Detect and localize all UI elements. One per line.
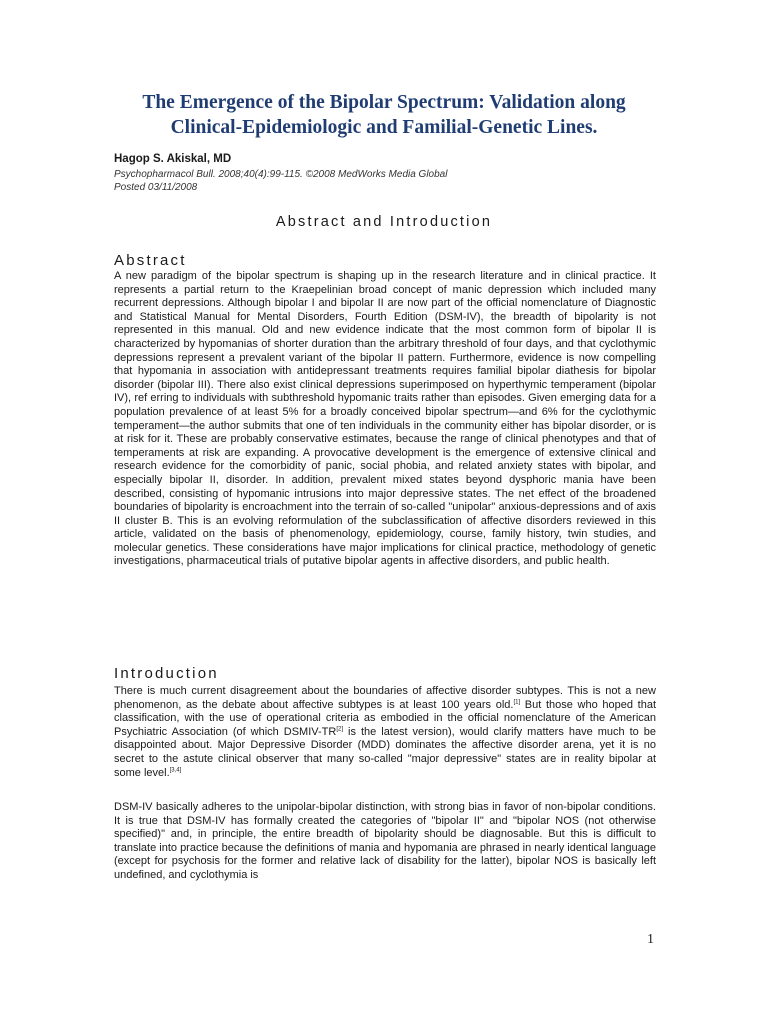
intro-text-b: But those who hoped that classification, with the use of operational criteria as embodied in the official nomenclature of the American Psychiatric Association (of which DSMIV-TR — [114, 698, 656, 738]
reference-2: [2] — [336, 726, 344, 733]
section-heading: Abstract and Introduction — [275, 214, 493, 230]
article-meta — [114, 151, 654, 194]
citation: Psychopharmacol Bull. 2008;40(4):99-115. ©2008 MedWorks Media Global — [114, 169, 448, 180]
introduction-paragraph-2: DSM-IV basically adheres to the unipolar-bipolar distinction, with strong bias in favor of non-bipolar conditions. It is true that DSM-IV has formally created the categories of "bipolar II" and "bipolar NOS (not otherwise specified)" and, in principle, the entire breadth of bipolarity should be diagnosable. But this is difficult to translate into practice because the definitions of mania and hypomania are phrased in nearly identical language (except for psychosis for the former and relative lack of disability for the latter), bipolar NOS is basically left undefined, and cyclothymia is — [114, 801, 656, 881]
page-number: 1 — [647, 932, 654, 947]
title-line-1: The Emergence of the Bipolar Spectrum: Validation along — [142, 92, 626, 113]
intro-text-a: There is much current disagreement about the boundaries of affective disorder subtypes. This is not a new phenomenon, as the debate about affective subtypes is at least 100 years old. — [114, 685, 656, 711]
reference-3-4: [3,4] — [169, 766, 182, 773]
article-title — [0, 90, 768, 140]
posted-date: Posted 03/11/2008 — [114, 182, 198, 193]
author-name: Hagop S. Akiskal, MD — [114, 153, 232, 165]
reference-1: [1] — [513, 698, 521, 705]
intro-text-c: is the latest version), would clarify matters have much to be disappointed about. Major Depressive Disorder (MDD) dominates the affective disorder arena, yet it is no secret to the astute clinical observer that many so-called "major depressive" states are in reality bipolar at some level. — [114, 725, 656, 779]
title-line-2: Clinical-Epidemiologic and Familial-Genetic Lines. — [170, 117, 598, 138]
introduction-heading: Introduction — [114, 665, 219, 682]
abstract-heading: Abstract — [114, 252, 187, 269]
introduction-paragraph-1 — [114, 685, 656, 780]
abstract-paragraph: A new paradigm of the bipolar spectrum is shaping up in the research literature and in clinical practice. It represents a partial return to the Kraepelinian broad concept of manic depression which included many recurrent depressions. Although bipolar I and bipolar II are now part of the official nomenclature of Diagnostic and Statistical Manual for Mental Disorders, Fourth Edition (DSM-IV), the breadth of bipolarity is not represented in this manual. Old and new evidence indicate that the most common form of bipolar II is characterized by hypomanias of shorter duration than the arbitrary threshold of four days, and that cyclothymic depressions represent a prevalent variant of the bipolar II pattern. Furthermore, evidence is now compelling that hypomania in association with antidepressant treatments requires familial bipolar diathesis for bipolar disorder (bipolar III). There also exist clinical depressions superimposed on hyperthymic temperament (bipolar IV), ref erring to individuals with subthreshold hypomanic traits rather than episodes. Given emerging data for a population prevalence of at least 5% for a broadly conceived bipolar spectrum—and 6% for the cyclothymic temperament—the author submits that one of ten individuals in the community either has bipolar disorder, or is at risk for it. These are probably conservative estimates, because the range of clinical phenotypes and that of temperaments at risk are expanding. A provocative development is the emergence of extensive clinical and research evidence for the comorbidity of panic, social phobia, and related anxiety states with bipolar, and especially bipolar II, disorder. In addition, prevalent mixed states beyond dysphoric mania have been described, consisting of hypomanic intrusions into major depressive states. The net effect of the broadened boundaries of bipolarity is encroachment into the terrain of so-called "unipolar" anxious-depressions and of axis II cluster B. This is an evolving reformulation of the subclassification of affective disorders reviewed in this article, validated on the basis of phenomenology, epidemiology, course, family history, twin studies, and molecular genetics. These considerations have major implications for clinical practice, methodology of genetic investigations, pharmaceutical trials of putative bipolar agents in affective disorders, and public health. — [114, 270, 656, 568]
